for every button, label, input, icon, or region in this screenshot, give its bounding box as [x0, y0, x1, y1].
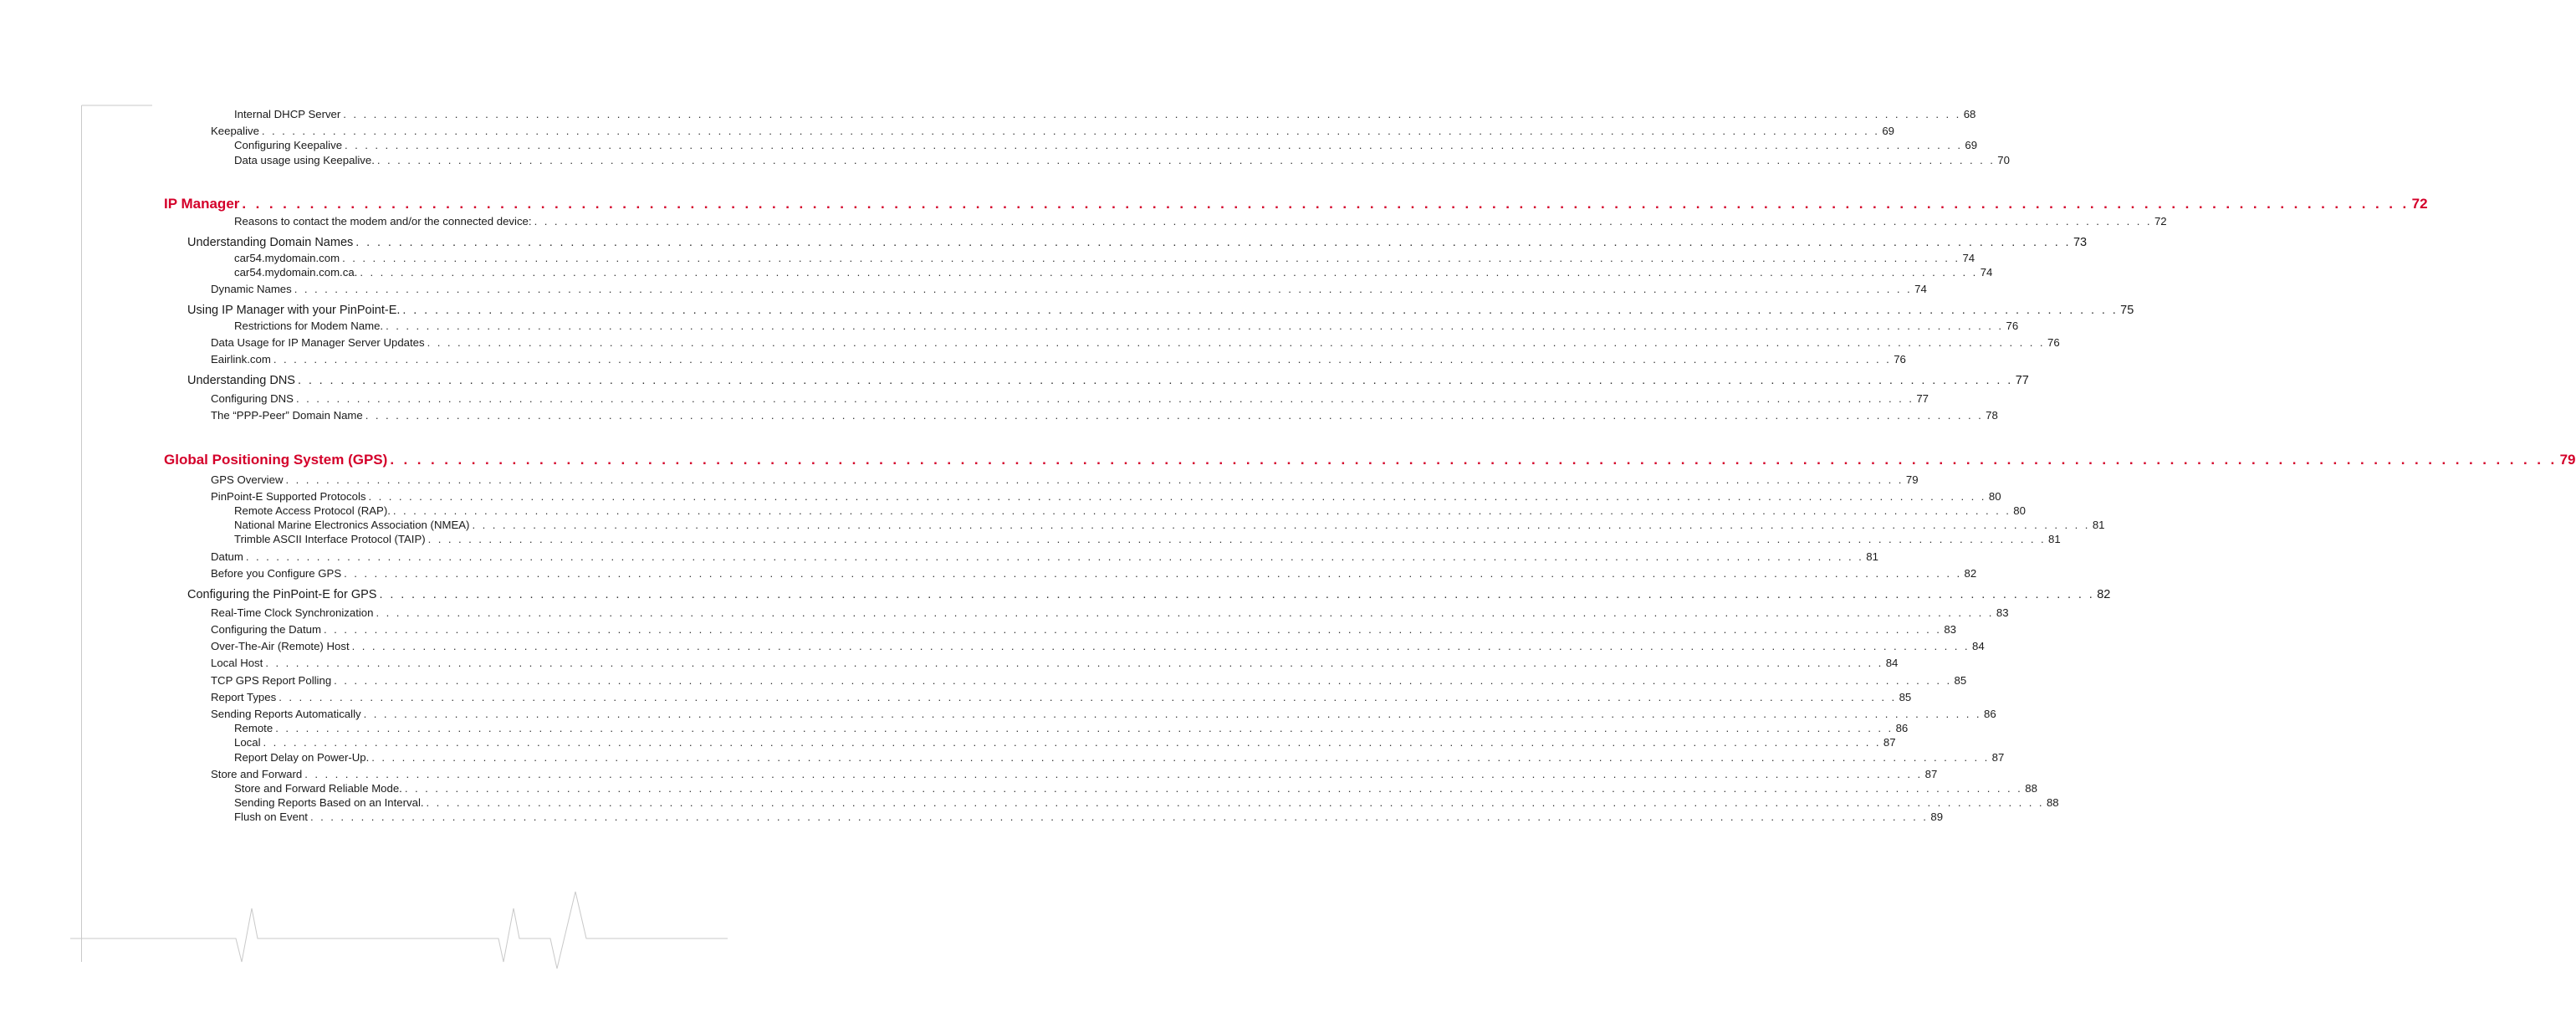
toc-entry-page: 74 [1962, 252, 1975, 264]
toc-entry-title: IP Manager [164, 196, 240, 212]
toc-entry-title: Understanding Domain Names [187, 236, 354, 249]
toc-entry-title: Data Usage for IP Manager Server Updates [211, 336, 425, 349]
toc-entry-page: 77 [1916, 392, 1929, 405]
toc-entry-page: 77 [2015, 374, 2029, 387]
toc-entry-page: 86 [1895, 722, 1909, 734]
toc-entry-page: 68 [1963, 108, 1976, 120]
dot-leader: . . . . . . . . . . . . . . . . . . . . . . . . . . . . . . . . . . . . . . . . . . . . . . . . . . . . . . . . . . . . . . . . . . . . . . . . . . . . . . . . . . . . . . . . . . . . . . . . . . . . . . . . . . . . . . . . . . . . . . . . . . . . . . . . . . . . . . . . . . . . . . . . . . . . . . . . . . . . . . . . [376, 154, 1996, 166]
toc-entry-title: Using IP Manager with your PinPoint-E. [187, 304, 401, 317]
toc-entry-page: 79 [2559, 452, 2576, 468]
toc-entry[interactable] [234, 154, 2010, 166]
toc-entry-page: 74 [1914, 283, 1927, 295]
toc-entry-page: 69 [1882, 125, 1894, 137]
toc-entry-title: PinPoint-E Supported Protocols [211, 490, 366, 503]
toc-entry-page: 78 [1986, 409, 1998, 422]
dot-leader: . . . . . . . . . . . . . . . . . . . . . . . . . . . . . . . . . . . . . . . . . . . . . . . . . . . . . . . . . . . . . . . . . . . . . . . . . . . . . . . . . . . . . . . . . . . . . . . . . . . . . . . . . . . . . . . . . . . . . . . . . . . . . . . . . . . . . . . . . . . . . . . . . . . . . . . . . . . . . . . . [376, 606, 1994, 619]
toc-entry-page: 83 [1944, 623, 1957, 636]
toc-entry[interactable] [211, 768, 1938, 780]
toc-entry[interactable] [211, 283, 1927, 295]
toc-entry-title: GPS Overview [211, 473, 284, 486]
dot-leader: . . . . . . . . . . . . . . . . . . . . . . . . . . . . . . . . . . . . . . . . . . . . . . . . . . . . . . . . . . . . . . . . . . . . . . . . . . . . . . . . . . . . . . . . . . . . . . . . . . . . . . . . . . . . . . . . . . . . . . . . . . . . . . . . . . . . . . . . . . . . . . . . . . . . . . . . . . . . . . . . [345, 139, 1963, 151]
toc-entry-page: 80 [2013, 504, 2026, 517]
toc-entry[interactable] [234, 266, 1993, 279]
toc-entry-title: Understanding DNS [187, 374, 295, 387]
toc-entry-title: Eairlink.com [211, 353, 271, 366]
dot-leader: . . . . . . . . . . . . . . . . . . . . . . . . . . . . . . . . . . . . . . . . . . . . . . . . . . . . . . . . . . . . . . . . . . . . . . . . . . . . . . . . . . . . . . . . . . . . . . . . . . . . . . . . . . . . . . . . . . . . . . . . . . . . . . . . . . . . . . . . . . . . . . . . . . . . . . . . . . . . . . . . [285, 473, 1904, 486]
toc-entry[interactable] [211, 657, 1899, 669]
toc-entry[interactable] [234, 782, 2037, 795]
toc-entry-title: Dynamic Names [211, 283, 292, 295]
toc-entry[interactable] [234, 139, 1978, 151]
toc-entry-title: Configuring DNS [211, 392, 294, 405]
toc-entry-page: 72 [2411, 196, 2428, 212]
toc-entry-page: 80 [1988, 490, 2001, 503]
toc-entry[interactable] [187, 236, 2088, 250]
toc-entry[interactable] [187, 304, 2134, 318]
toc-entry-page: 76 [1894, 353, 1906, 366]
toc-entry[interactable] [211, 708, 1996, 720]
toc-entry[interactable] [234, 722, 1909, 734]
toc-entry-page: 87 [1924, 768, 1938, 780]
toc-entry-page: 83 [1996, 606, 2009, 619]
toc-entry[interactable] [211, 674, 1967, 687]
toc-entry[interactable] [211, 125, 1894, 137]
toc-entry[interactable] [211, 550, 1878, 563]
toc-entry[interactable] [187, 588, 2111, 602]
toc-entry-title: Real-Time Clock Synchronization [211, 606, 374, 619]
toc-entry-page: 76 [2047, 336, 2060, 349]
toc-entry-page: 73 [2073, 236, 2088, 249]
toc-entry-page: 69 [1965, 139, 1978, 151]
dot-leader: . . . . . . . . . . . . . . . . . . . . . . . . . . . . . . . . . . . . . . . . . . . . . . . . . . . . . . . . . . . . . . . . . . . . . . . . . . . . . . . . . . . . . . . . . . . . . . . . . . . . . . . . . . . . . . . . . . . . . . . . . . . . . . . . . . . . . . . . . . . . . . . . . . . . . . . . . . . . . . . . [365, 409, 1984, 422]
toc-entry[interactable] [211, 392, 1929, 405]
toc-entry-page: 72 [2154, 215, 2167, 228]
toc-entry-title: Internal DHCP Server [234, 108, 341, 120]
dot-leader: . . . . . . . . . . . . . . . . . . . . . . . . . . . . . . . . . . . . . . . . . . . . . . . . . . . . . . . . . . . . . . . . . . . . . . . . . . . . . . . . . . . . . . . . . . . . . . . . . . . . . . . . . . . . . . . . . . . . . . . . . . . . . . . . . . . . . . . . . . . . . . . . . . . . . . . . . . . . . . . . [265, 657, 1883, 669]
dot-leader: . . . . . . . . . . . . . . . . . . . . . . . . . . . . . . . . . . . . . . . . . . . . . . . . . . . . . . . . . . . . . . . . . . . . . . . . . . . . . . . . . . . . . . . . . . . . . . . . . . . . . . . . . . . . . . . . . . . . . . . . . . . . . . . . . . . . . . . . . . . . . . . . . . . . . . . . . . . . . . . . [245, 550, 1864, 563]
toc-entry-page: 81 [1866, 550, 1878, 563]
dot-leader: . . . . . . . . . . . . . . . . . . . . . . . . . . . . . . . . . . . . . . . . . . . . . . . . . . . . . . . . . . . . . . . . . . . . . . . . . . . . . . . . . . . . . . . . . . . . . . . . . . . . . . . . . . . . . . . . . . . . . . . . . . . . . . . . . . . . . . . . . . . . . . . . . . . . . . . . . . . . . . . . [279, 691, 1897, 703]
toc-entry-title: Store and Forward [211, 768, 303, 780]
toc-entry-page: 88 [2046, 796, 2059, 809]
toc-entry-title: Local [234, 736, 261, 749]
toc-entry[interactable] [234, 796, 2059, 809]
toc-entry[interactable] [234, 751, 2005, 764]
toc-entry-page: 74 [1980, 266, 1993, 279]
dot-leader: . . . . . . . . . . . . . . . . . . . . . . . . . . . . . . . . . . . . . . . . . . . . . . . . . . . . . . . . . . . . . . . . . . . . . . . . . . . . . . . . . . . . . . . . . . . . . . . . . . . . . . . . . . . . . . . . . . . . . . . . . . . . . . . . . . . . . . . . . . . . . . . . . . . . . . . . . . . . . . . . [363, 708, 1981, 720]
toc-entry[interactable] [234, 252, 1975, 264]
dot-leader: . . . . . . . . . . . . . . . . . . . . . . . . . . . . . . . . . . . . . . . . . . . . . . . . . . . . . . . . . . . . . . . . . . . . . . . . . . . . . . . . . . . . . . . . . . . . . . . . . . . . . . . . . . . . . . . . . . . . . . . . . . . . . . . . . . . . . . . . . . . . . . . . . . . . . . . . . . . . . . . . [242, 196, 2410, 212]
toc-entry-title: National Marine Electronics Association (NMEA) [234, 519, 470, 531]
toc-entry-page: 89 [1930, 811, 1944, 823]
toc-entry[interactable] [211, 691, 1912, 703]
toc-entry-page: 70 [1997, 154, 2010, 166]
dot-leader: . . . . . . . . . . . . . . . . . . . . . . . . . . . . . . . . . . . . . . . . . . . . . . . . . . . . . . . . . . . . . . . . . . . . . . . . . . . . . . . . . . . . . . . . . . . . . . . . . . . . . . . . . . . . . . . . . . . . . . . . . . . . . . . . . . . . . . . . . . . . . . . . . . . . . . . . . . . . . . . . [386, 320, 2004, 332]
dot-leader: . . . . . . . . . . . . . . . . . . . . . . . . . . . . . . . . . . . . . . . . . . . . . . . . . . . . . . . . . . . . . . . . . . . . . . . . . . . . . . . . . . . . . . . . . . . . . . . . . . . . . . . . . . . . . . . . . . . . . . . . . . . . . . . . . . . . . . . . . . . . . . . . . . . . . . . . . . . . . . . . [297, 374, 2013, 387]
toc-entry-title: Restrictions for Modem Name. [234, 320, 384, 332]
toc-entry[interactable] [211, 409, 1998, 422]
dot-leader: . . . . . . . . . . . . . . . . . . . . . . . . . . . . . . . . . . . . . . . . . . . . . . . . . . . . . . . . . . . . . . . . . . . . . . . . . . . . . . . . . . . . . . . . . . . . . . . . . . . . . . . . . . . . . . . . . . . . . . . . . . . . . . . . . . . . . . . . . . . . . . . . . . . . . . . . . . . . . . . . [427, 533, 2047, 545]
toc-entry-page: 85 [1899, 691, 1912, 703]
toc-entry-title: Report Types [211, 691, 277, 703]
dot-leader: . . . . . . . . . . . . . . . . . . . . . . . . . . . . . . . . . . . . . . . . . . . . . . . . . . . . . . . . . . . . . . . . . . . . . . . . . . . . . . . . . . . . . . . . . . . . . . . . . . . . . . . . . . . . . . . . . . . . . . . . . . . . . . . . . . . . . . . . . . . . . . . . . . . . . . . . . . . . . . . . [355, 236, 2071, 249]
toc-entry-title: car54.mydomain.com [234, 252, 340, 264]
dot-leader: . . . . . . . . . . . . . . . . . . . . . . . . . . . . . . . . . . . . . . . . . . . . . . . . . . . . . . . . . . . . . . . . . . . . . . . . . . . . . . . . . . . . . . . . . . . . . . . . . . . . . . . . . . . . . . . . . . . . . . . . . . . . . . . . . . . . . . . . . . . . . . . . . . . . . . . . . . . . . . . . [360, 266, 1978, 279]
toc-entry-page: 88 [2025, 782, 2037, 795]
toc-entry-title: Before you Configure GPS [211, 567, 342, 580]
toc-entry-title: Remote Access Protocol (RAP). [234, 504, 391, 517]
toc-entry-title: Global Positioning System (GPS) [164, 452, 388, 468]
dot-leader: . . . . . . . . . . . . . . . . . . . . . . . . . . . . . . . . . . . . . . . . . . . . . . . . . . . . . . . . . . . . . . . . . . . . . . . . . . . . . . . . . . . . . . . . . . . . . . . . . . . . . . . . . . . . . . . . . . . . . . . . . . . . . . . . . . . . . . . . . . . . . . . . . . . . . . . . . . . . . . . . [323, 623, 1942, 636]
toc-entry-page: 81 [2048, 533, 2061, 545]
toc-entry-page: 81 [2092, 519, 2105, 531]
dot-leader: . . . . . . . . . . . . . . . . . . . . . . . . . . . . . . . . . . . . . . . . . . . . . . . . . . . . . . . . . . . . . . . . . . . . . . . . . . . . . . . . . . . . . . . . . . . . . . . . . . . . . . . . . . . . . . . . . . . . . . . . . . . . . . . . . . . . . . . . . . . . . . . . . . . . . . . . . . . . . . . . [261, 125, 1880, 137]
toc-entry-page: 76 [2006, 320, 2019, 332]
dot-leader: . . . . . . . . . . . . . . . . . . . . . . . . . . . . . . . . . . . . . . . . . . . . . . . . . . . . . . . . . . . . . . . . . . . . . . . . . . . . . . . . . . . . . . . . . . . . . . . . . . . . . . . . . . . . . . . . . . . . . . . . . . . . . . . . . . . . . . . . . . . . . . . . . . . . . . . . . . . . . . . . [351, 640, 1970, 652]
toc-entry[interactable] [234, 215, 2167, 228]
dot-leader: . . . . . . . . . . . . . . . . . . . . . . . . . . . . . . . . . . . . . . . . . . . . . . . . . . . . . . . . . . . . . . . . . . . . . . . . . . . . . . . . . . . . . . . . . . . . . . . . . . . . . . . . . . . . . . . . . . . . . . . . . . . . . . . . . . . . . . . . . . . . . . . . . . . . . . . . . . . . . . . . [275, 722, 1894, 734]
toc-entry-title: Flush on Event [234, 811, 308, 823]
toc-entry-title: Datum [211, 550, 243, 563]
dot-leader: . . . . . . . . . . . . . . . . . . . . . . . . . . . . . . . . . . . . . . . . . . . . . . . . . . . . . . . . . . . . . . . . . . . . . . . . . . . . . . . . . . . . . . . . . . . . . . . . . . . . . . . . . . . . . . . . . . . . . . . . . . . . . . . . . . . . . . . . . . . . . . . . . . . . . . . . . . . . . . . . [343, 108, 1961, 120]
toc-entry[interactable] [234, 533, 2061, 545]
dot-leader: . . . . . . . . . . . . . . . . . . . . . . . . . . . . . . . . . . . . . . . . . . . . . . . . . . . . . . . . . . . . . . . . . . . . . . . . . . . . . . . . . . . . . . . . . . . . . . . . . . . . . . . . . . . . . . . . . . . . . . . . . . . . . . . . . . . . . . . . . . . . . . . . . . . . . . . . . . . . . . . . [379, 588, 2095, 601]
toc-entry-title: Remote [234, 722, 273, 734]
toc-chapter-entry[interactable] [164, 196, 2428, 212]
dot-leader: . . . . . . . . . . . . . . . . . . . . . . . . . . . . . . . . . . . . . . . . . . . . . . . . . . . . . . . . . . . . . . . . . . . . . . . . . . . . . . . . . . . . . . . . . . . . . . . . . . . . . . . . . . . . . . . . . . . . . . . . . . . . . . . . . . . . . . . . . . . . . . . . . . . . . . . . . . . . . . . . [342, 252, 1960, 264]
dot-leader: . . . . . . . . . . . . . . . . . . . . . . . . . . . . . . . . . . . . . . . . . . . . . . . . . . . . . . . . . . . . . . . . . . . . . . . . . . . . . . . . . . . . . . . . . . . . . . . . . . . . . . . . . . . . . . . . . . . . . . . . . . . . . . . . . . . . . . . . . . . . . . . . . . . . . . . . . . . . . . . . [472, 519, 2090, 531]
toc-entry-page: 85 [1954, 674, 1967, 687]
toc-entry-title: Reasons to contact the modem and/or the connected device: [234, 215, 532, 228]
toc-entry-page: 87 [1883, 736, 1896, 749]
toc-entry-title: Over-The-Air (Remote) Host [211, 640, 350, 652]
toc-entry-title: Configuring Keepalive [234, 139, 343, 151]
toc-entry-title: car54.mydomain.com.ca. [234, 266, 358, 279]
dot-leader: . . . . . . . . . . . . . . . . . . . . . . . . . . . . . . . . . . . . . . . . . . . . . . . . . . . . . . . . . . . . . . . . . . . . . . . . . . . . . . . . . . . . . . . . . . . . . . . . . . . . . . . . . . . . . . . . . . . . . . . . . . . . . . . . . . . . . . . . . . . . . . . . . . . . . . . . . . . . . . . . [426, 796, 2044, 809]
toc-entry[interactable] [211, 336, 2060, 349]
dot-leader: . . . . . . . . . . . . . . . . . . . . . . . . . . . . . . . . . . . . . . . . . . . . . . . . . . . . . . . . . . . . . . . . . . . . . . . . . . . . . . . . . . . . . . . . . . . . . . . . . . . . . . . . . . . . . . . . . . . . . . . . . . . . . . . . . . . . . . . . . . . . . . . . . . . . . . . . . . . . . . . . [392, 504, 2011, 517]
toc-entry[interactable] [211, 353, 1906, 366]
toc-entry-title: Trimble ASCII Interface Protocol (TAIP) [234, 533, 426, 545]
dot-leader: . . . . . . . . . . . . . . . . . . . . . . . . . . . . . . . . . . . . . . . . . . . . . . . . . . . . . . . . . . . . . . . . . . . . . . . . . . . . . . . . . . . . . . . . . . . . . . . . . . . . . . . . . . . . . . . . . . . . . . . . . . . . . . . . . . . . . . . . . . . . . . . . . . . . . . . . . . . . . . . . [404, 782, 2023, 795]
toc-entry-page: 82 [1964, 567, 1977, 580]
toc-entry[interactable] [211, 640, 1985, 652]
toc-entry[interactable] [234, 504, 2026, 517]
toc-entry[interactable] [211, 490, 2001, 503]
toc-entry-title: Sending Reports Based on an Interval. [234, 796, 424, 809]
toc-entry-title: TCP GPS Report Polling [211, 674, 332, 687]
toc-entry-page: 84 [1885, 657, 1899, 669]
dot-leader: . . . . . . . . . . . . . . . . . . . . . . . . . . . . . . . . . . . . . . . . . . . . . . . . . . . . . . . . . . . . . . . . . . . . . . . . . . . . . . . . . . . . . . . . . . . . . . . . . . . . . . . . . . . . . . . . . . . . . . . . . . . . . . . . . . . . . . . . . . . . . . . . . . . . . . . . . . . . . . . . [309, 811, 1929, 823]
toc-entry-page: 82 [2097, 588, 2111, 601]
toc-entry-page: 84 [1972, 640, 1985, 652]
toc-entry-title: Configuring the Datum [211, 623, 321, 636]
dot-leader: . . . . . . . . . . . . . . . . . . . . . . . . . . . . . . . . . . . . . . . . . . . . . . . . . . . . . . . . . . . . . . . . . . . . . . . . . . . . . . . . . . . . . . . . . . . . . . . . . . . . . . . . . . . . . . . . . . . . . . . . . . . . . . . . . . . . . . . . . . . . . . . . . . . . . . . . . . . . . . . . [304, 768, 1923, 780]
dot-leader: . . . . . . . . . . . . . . . . . . . . . . . . . . . . . . . . . . . . . . . . . . . . . . . . . . . . . . . . . . . . . . . . . . . . . . . . . . . . . . . . . . . . . . . . . . . . . . . . . . . . . . . . . . . . . . . . . . . . . . . . . . . . . . . . . . . . . . . . . . . . . . . . . . . . . . . . . . . . . . . . [390, 452, 2558, 468]
toc-entry-page: 86 [1984, 708, 1996, 720]
toc-entry[interactable] [211, 473, 1919, 486]
toc-entry[interactable] [187, 374, 2029, 388]
toc-entry[interactable] [211, 567, 1977, 580]
dot-leader: . . . . . . . . . . . . . . . . . . . . . . . . . . . . . . . . . . . . . . . . . . . . . . . . . . . . . . . . . . . . . . . . . . . . . . . . . . . . . . . . . . . . . . . . . . . . . . . . . . . . . . . . . . . . . . . . . . . . . . . . . . . . . . . . . . . . . . . . . . . . . . . . . . . . . . . . . . . . . . . . [402, 304, 2119, 317]
toc-chapter-entry[interactable] [164, 452, 2576, 468]
toc-entry-title: Report Delay on Power-Up. [234, 751, 370, 764]
toc-entry-title: Data usage using Keepalive. [234, 154, 375, 166]
toc-entry-page: 87 [1991, 751, 2005, 764]
toc-entry-title: Configuring the PinPoint-E for GPS [187, 588, 377, 601]
toc-entry-page: 79 [1905, 473, 1919, 486]
toc-entry-title: Local Host [211, 657, 263, 669]
toc-entry[interactable] [211, 606, 2009, 619]
toc-entry[interactable] [234, 320, 2019, 332]
dot-leader: . . . . . . . . . . . . . . . . . . . . . . . . . . . . . . . . . . . . . . . . . . . . . . . . . . . . . . . . . . . . . . . . . . . . . . . . . . . . . . . . . . . . . . . . . . . . . . . . . . . . . . . . . . . . . . . . . . . . . . . . . . . . . . . . . . . . . . . . . . . . . . . . . . . . . . . . . . . . . . . . [263, 736, 1881, 749]
dot-leader: . . . . . . . . . . . . . . . . . . . . . . . . . . . . . . . . . . . . . . . . . . . . . . . . . . . . . . . . . . . . . . . . . . . . . . . . . . . . . . . . . . . . . . . . . . . . . . . . . . . . . . . . . . . . . . . . . . . . . . . . . . . . . . . . . . . . . . . . . . . . . . . . . . . . . . . . . . . . . . . . [334, 674, 1952, 687]
toc-entry[interactable] [234, 108, 1976, 120]
toc-entry-page: 75 [2120, 304, 2134, 317]
toc-entry-title: Store and Forward Reliable Mode. [234, 782, 402, 795]
toc-entry[interactable] [234, 736, 1896, 749]
dot-leader: . . . . . . . . . . . . . . . . . . . . . . . . . . . . . . . . . . . . . . . . . . . . . . . . . . . . . . . . . . . . . . . . . . . . . . . . . . . . . . . . . . . . . . . . . . . . . . . . . . . . . . . . . . . . . . . . . . . . . . . . . . . . . . . . . . . . . . . . . . . . . . . . . . . . . . . . . . . . . . . . [534, 215, 2152, 228]
toc-entry[interactable] [234, 811, 1944, 823]
dot-leader: . . . . . . . . . . . . . . . . . . . . . . . . . . . . . . . . . . . . . . . . . . . . . . . . . . . . . . . . . . . . . . . . . . . . . . . . . . . . . . . . . . . . . . . . . . . . . . . . . . . . . . . . . . . . . . . . . . . . . . . . . . . . . . . . . . . . . . . . . . . . . . . . . . . . . . . . . . . . . . . . [371, 751, 1990, 764]
toc-entry-title: Sending Reports Automatically [211, 708, 361, 720]
toc-entry-title: Keepalive [211, 125, 259, 137]
dot-leader: . . . . . . . . . . . . . . . . . . . . . . . . . . . . . . . . . . . . . . . . . . . . . . . . . . . . . . . . . . . . . . . . . . . . . . . . . . . . . . . . . . . . . . . . . . . . . . . . . . . . . . . . . . . . . . . . . . . . . . . . . . . . . . . . . . . . . . . . . . . . . . . . . . . . . . . . . . . . . . . . [344, 567, 1962, 580]
dot-leader: . . . . . . . . . . . . . . . . . . . . . . . . . . . . . . . . . . . . . . . . . . . . . . . . . . . . . . . . . . . . . . . . . . . . . . . . . . . . . . . . . . . . . . . . . . . . . . . . . . . . . . . . . . . . . . . . . . . . . . . . . . . . . . . . . . . . . . . . . . . . . . . . . . . . . . . . . . . . . . . . [427, 336, 2045, 349]
dot-leader: . . . . . . . . . . . . . . . . . . . . . . . . . . . . . . . . . . . . . . . . . . . . . . . . . . . . . . . . . . . . . . . . . . . . . . . . . . . . . . . . . . . . . . . . . . . . . . . . . . . . . . . . . . . . . . . . . . . . . . . . . . . . . . . . . . . . . . . . . . . . . . . . . . . . . . . . . . . . . . . . [294, 283, 1913, 295]
dot-leader: . . . . . . . . . . . . . . . . . . . . . . . . . . . . . . . . . . . . . . . . . . . . . . . . . . . . . . . . . . . . . . . . . . . . . . . . . . . . . . . . . . . . . . . . . . . . . . . . . . . . . . . . . . . . . . . . . . . . . . . . . . . . . . . . . . . . . . . . . . . . . . . . . . . . . . . . . . . . . . . . [295, 392, 1914, 405]
dot-leader: . . . . . . . . . . . . . . . . . . . . . . . . . . . . . . . . . . . . . . . . . . . . . . . . . . . . . . . . . . . . . . . . . . . . . . . . . . . . . . . . . . . . . . . . . . . . . . . . . . . . . . . . . . . . . . . . . . . . . . . . . . . . . . . . . . . . . . . . . . . . . . . . . . . . . . . . . . . . . . . . [368, 490, 1986, 503]
toc-entry-title: The “PPP-Peer” Domain Name [211, 409, 363, 422]
dot-leader: . . . . . . . . . . . . . . . . . . . . . . . . . . . . . . . . . . . . . . . . . . . . . . . . . . . . . . . . . . . . . . . . . . . . . . . . . . . . . . . . . . . . . . . . . . . . . . . . . . . . . . . . . . . . . . . . . . . . . . . . . . . . . . . . . . . . . . . . . . . . . . . . . . . . . . . . . . . . . . . . [273, 353, 1892, 366]
toc-entry[interactable] [234, 519, 2105, 531]
toc-entry[interactable] [211, 623, 1957, 636]
